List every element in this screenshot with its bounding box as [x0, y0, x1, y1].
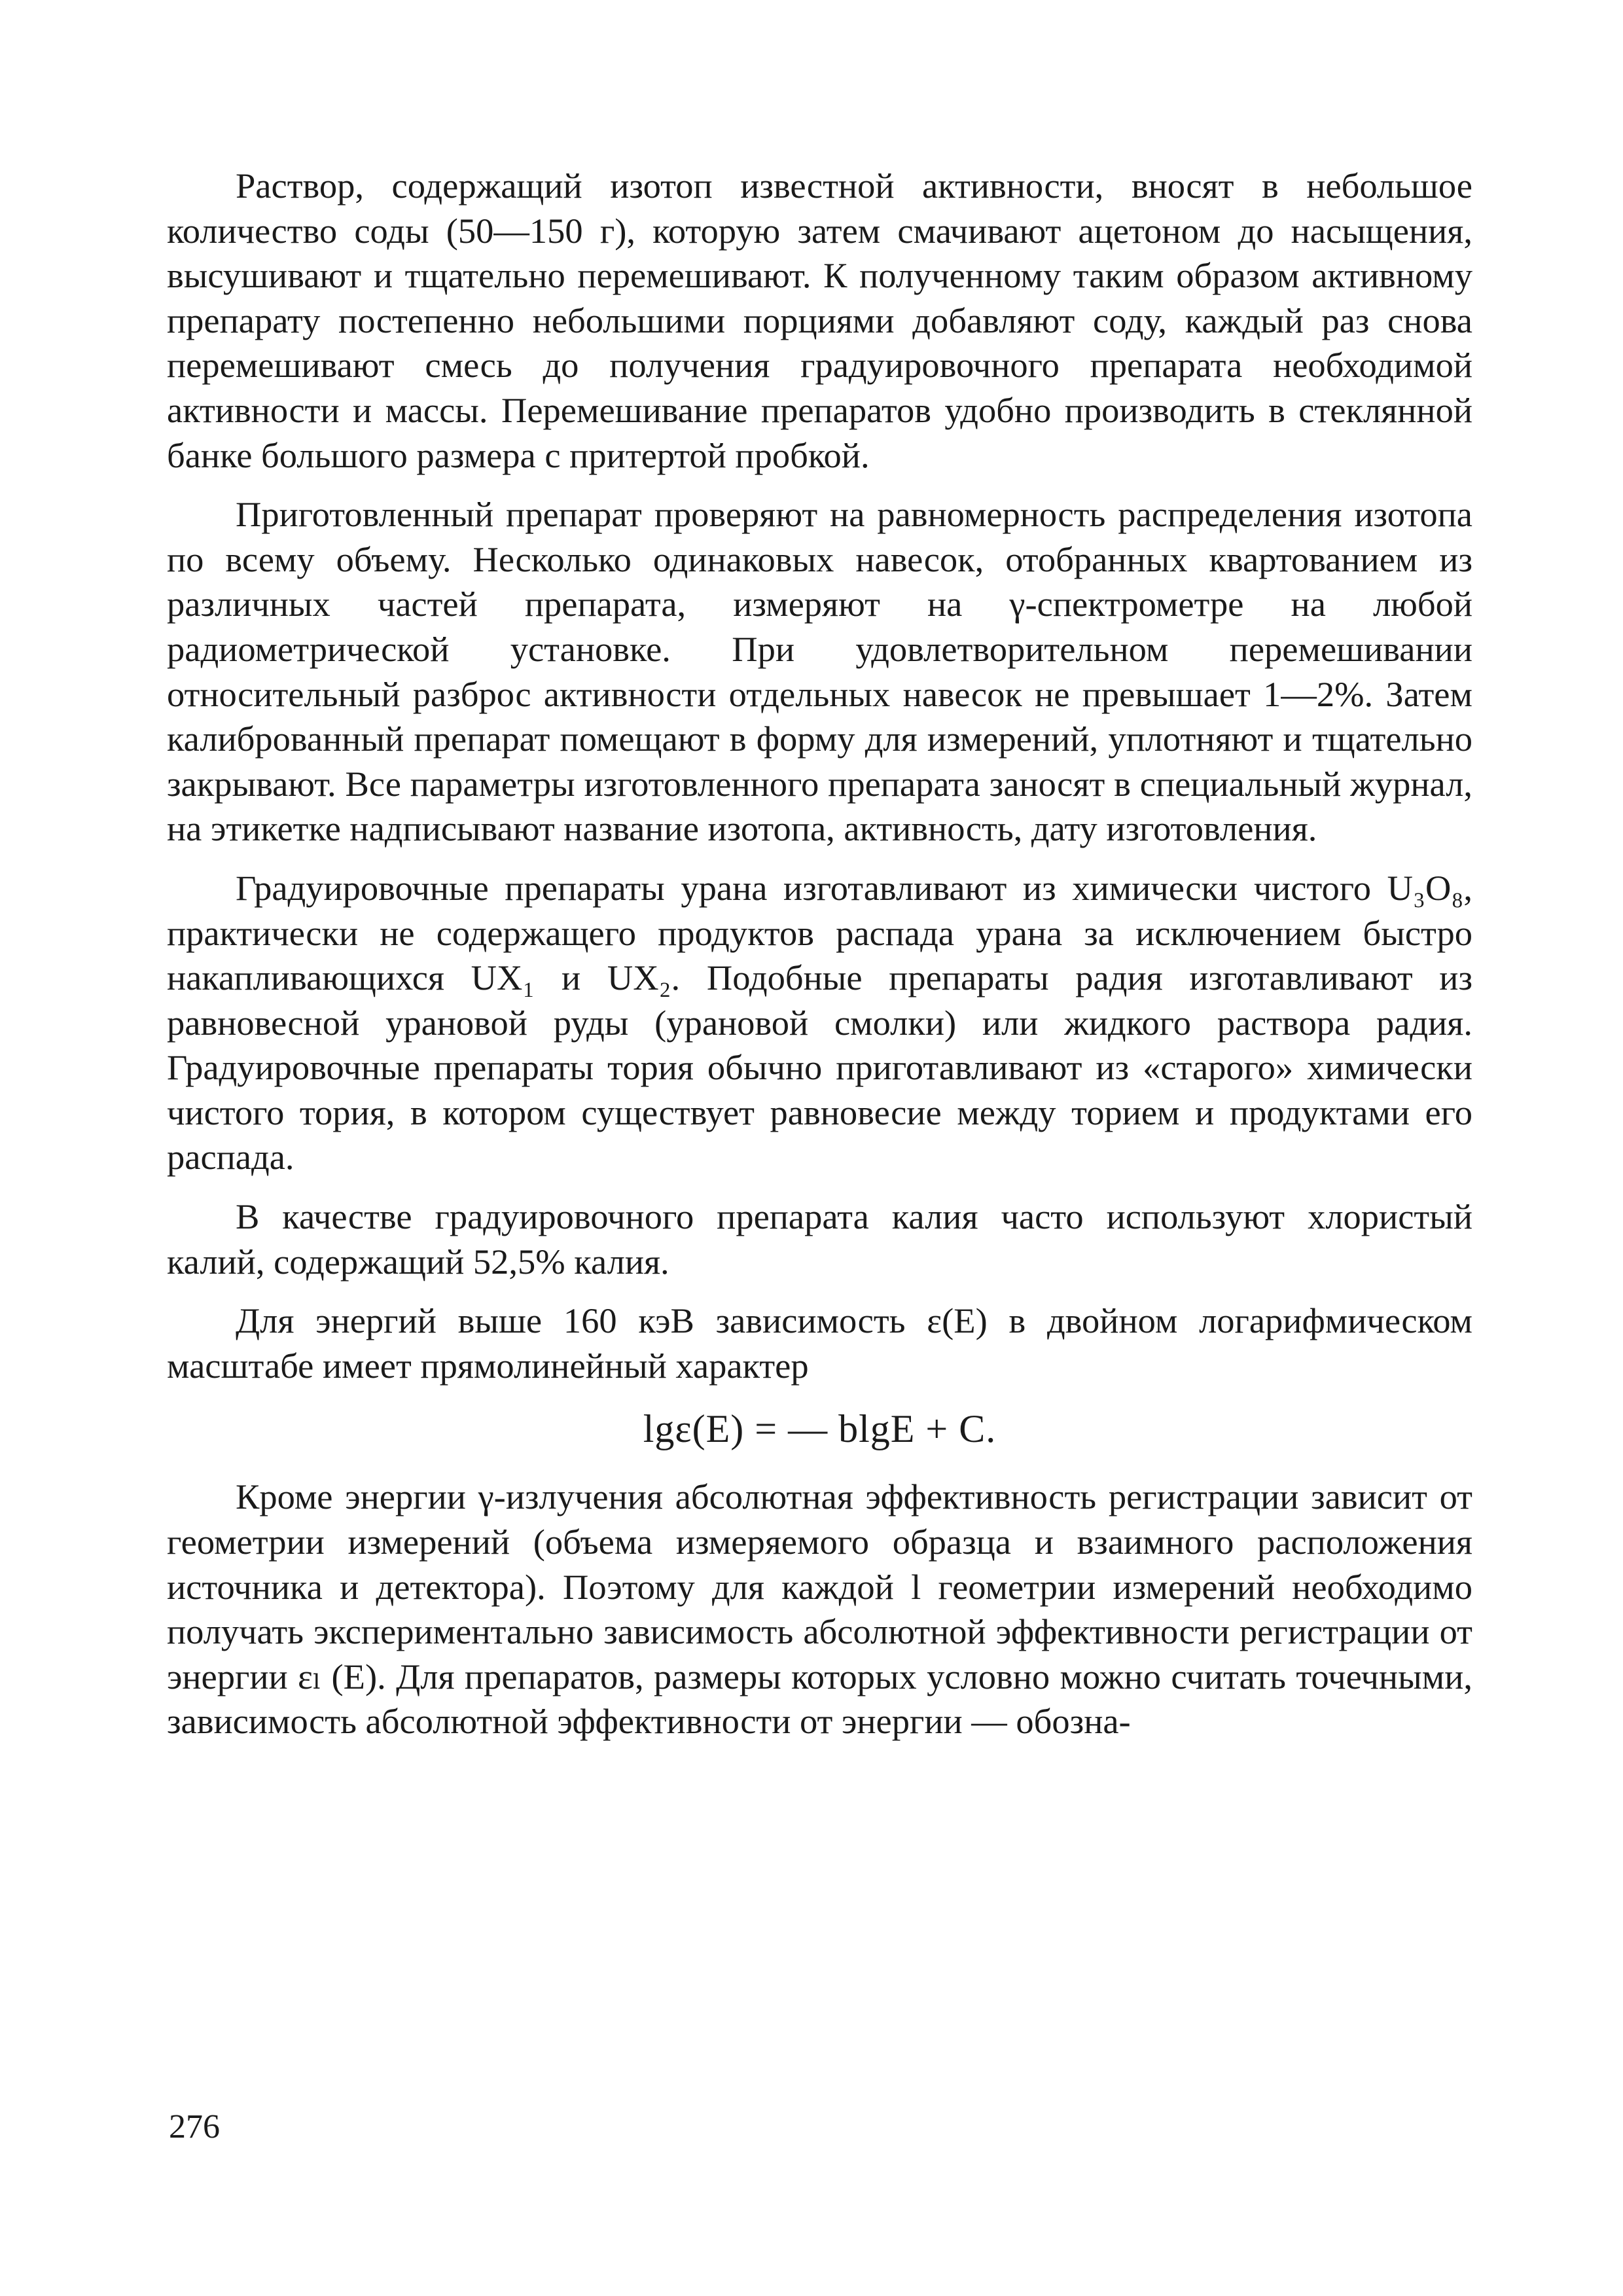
- formula-efficiency: lgε(E) = — blgE + C.: [643, 1407, 997, 1451]
- paragraph-geometry: Кроме энергии γ-излучения абсолютная эффективность регистрации зависит от геометрии измерений (объема измеряемого образца и взаимного расположения источника и детектора). Поэтому для каждой l геометрии измерений необходимо получать экспериментально зависимость абсолютной эффективности регистрации от энергии εₗ (E). Для препаратов, размеры которых условно можно считать точечными, зависимость абсолютной эффективности от энергии — обозна-: [167, 1477, 1472, 1742]
- paragraph-potassium: В качестве градуировочного препарата калия часто используют хлористый калий, содержащий 52,5% калия.: [167, 1196, 1472, 1282]
- paragraph-uranium-radium-thorium: Градуировочные препараты урана изготавливают из химически чистого U₃O₈, практически не содержащего продуктов распада урана за исключением быстро накапливающихся UX₁ и UX₂. Подобные препараты радия изготавливают из равновесной урановой руды (урановой смолки) или жидкого раствора радия. Градуировочные препараты тория обычно приготавливают из «старого» химически чистого тория, в котором существует равновесие между торием и продуктами его распада.: [167, 867, 1472, 1177]
- paragraph-solution-preparation: Раствор, содержащий изотоп известной активности, вносят в небольшое количество соды (50—150 г), которую затем смачивают ацетоном до насыщения, высушивают и тщательно перемешивают. К полученному таким образом активному препарату постепенно небольшими порциями добавляют соду, каждый раз снова перемешивают смесь до получения градуировочного препарата необходимой активности и массы. Перемешивание препаратов удобно производить в стеклянной банке большого размера с притертой пробкой.: [167, 166, 1472, 475]
- paragraph-energy-dependence: Для энергий выше 160 кэВ зависимость ε(E) в двойном логарифмическом масштабе имеет прямолинейный характер: [167, 1300, 1472, 1386]
- paragraph-uniformity-check: Приготовленный препарат проверяют на равномерность распределения изотопа по всему объему. Несколько одинаковых навесок, отобранных квартованием из различных частей препарата, измеряют на γ-спектрометре на любой радиометрической установке. При удовлетворительном перемешивании относительный разброс активности отдельных навесок не превышает 1—2%. Затем калиброванный препарат помещают в форму для измерений, уплотняют и тщательно закрывают. Все параметры изготовленного препарата заносят в специальный журнал, на этикетке надписывают название изотопа, активность, дату изготовления.: [167, 494, 1472, 849]
- page-body: [167, 164, 1472, 1759]
- page-number: 276: [169, 2108, 220, 2145]
